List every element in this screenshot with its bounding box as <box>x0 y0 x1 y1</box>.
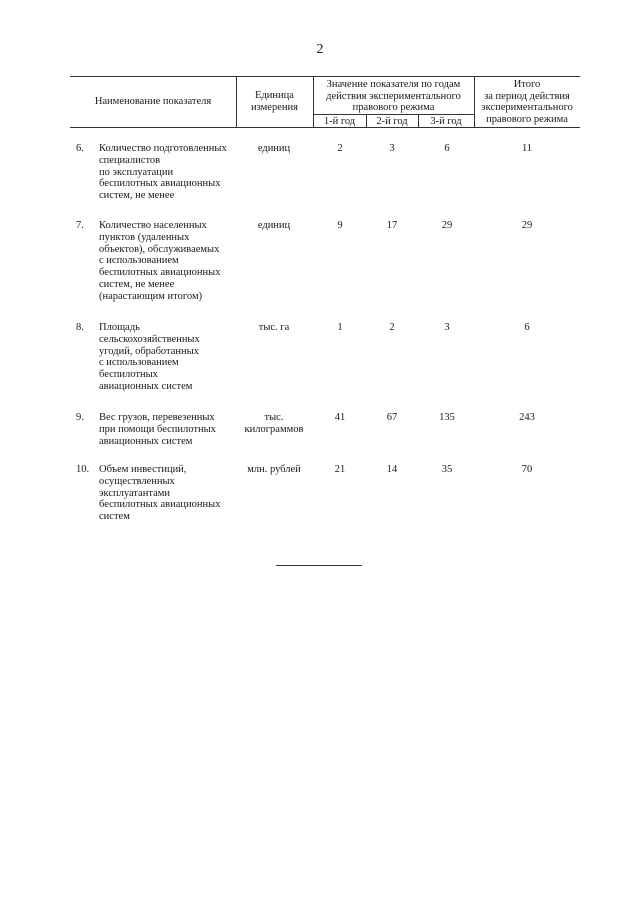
indicator-name-line: специалистов <box>99 154 161 166</box>
value-total: 70 <box>521 464 533 475</box>
value-year-3: 35 <box>441 464 453 475</box>
value-year-2: 17 <box>386 220 398 231</box>
header-total <box>474 79 580 125</box>
indicator-name-line: систем <box>99 511 130 523</box>
indicator-name-line: при помощи беспилотных <box>99 423 216 435</box>
row-number: 9. <box>76 412 84 423</box>
value-total: 6 <box>524 322 530 333</box>
value-year-1: 2 <box>337 143 343 154</box>
header-unit-line: Единица <box>255 90 294 101</box>
years-divider <box>313 114 474 115</box>
indicator-name-line: Количество подготовленных <box>99 143 227 154</box>
end-separator-line <box>276 565 362 566</box>
header-name: Наименование показателя <box>94 96 212 107</box>
value-year-3: 3 <box>444 322 450 333</box>
unit <box>238 220 310 232</box>
indicator-name <box>99 143 237 202</box>
indicator-name-line: угодий, обработанных <box>99 345 199 357</box>
unit-line: единиц <box>257 220 291 231</box>
header-total-line: Итого <box>513 79 541 90</box>
value-year-2: 14 <box>386 464 398 475</box>
indicator-name-line: авиационных систем <box>99 380 193 392</box>
indicator-name-line: (нарастающим итогом) <box>99 290 203 302</box>
header-values-line: правового режима <box>352 102 435 113</box>
indicator-name <box>99 220 237 303</box>
value-year-3: 29 <box>441 220 453 231</box>
header-total-line: за период действия <box>484 90 570 102</box>
indicator-name-line: авиационных систем <box>99 435 193 447</box>
header-values-line: Значение показателя по годам <box>326 79 461 90</box>
unit-line: тыс. га <box>258 322 290 333</box>
value-total: 243 <box>519 412 535 423</box>
indicator-name-line: по эксплуатации <box>99 166 174 178</box>
indicator-name-line: Площадь <box>99 322 140 333</box>
header-year-2: 2-й год <box>376 116 408 127</box>
page-number: 2 <box>316 42 324 57</box>
indicator-name-line: пунктов (удаленных <box>99 231 190 243</box>
unit <box>238 143 310 155</box>
indicator-name-line: систем, не менее <box>99 190 175 202</box>
value-year-1: 21 <box>334 464 346 475</box>
value-year-2: 2 <box>389 322 395 333</box>
header-year-1: 1-й год <box>323 116 356 127</box>
unit-line: килограммов <box>244 423 304 435</box>
indicator-name-line: беспилотных авиационных <box>99 178 221 190</box>
indicator-name-line: эксплуатантами <box>99 487 171 499</box>
header-values <box>313 79 474 114</box>
table-top-border <box>70 76 580 77</box>
unit <box>238 322 310 334</box>
unit-line: млн. рублей <box>247 464 301 475</box>
value-year-3: 135 <box>439 412 455 423</box>
value-year-1: 41 <box>334 412 346 423</box>
row-number: 10. <box>76 464 90 475</box>
indicator-name-line: Вес грузов, перевезенных <box>99 412 215 423</box>
value-year-2: 67 <box>386 412 398 423</box>
row-number: 7. <box>76 220 84 231</box>
value-total: 11 <box>521 143 533 154</box>
header-total-line: правового режима <box>486 113 568 125</box>
indicator-name <box>99 412 237 447</box>
indicator-name-line: осуществленных <box>99 475 175 487</box>
indicator-name-line: Объем инвестиций, <box>99 464 187 475</box>
row-number: 6. <box>76 143 84 154</box>
row-number: 8. <box>76 322 84 333</box>
indicator-name-line: сельскохозяйственных <box>99 333 200 345</box>
unit-line: единиц <box>257 143 291 154</box>
value-year-1: 1 <box>337 322 343 333</box>
header-year-3: 3-й год <box>430 116 462 127</box>
indicator-name-line: беспилотных авиационных <box>99 267 221 279</box>
indicator-name-line: с использованием <box>99 255 179 267</box>
value-year-1: 9 <box>337 220 343 231</box>
header-values-line: действия экспериментального <box>326 90 461 102</box>
value-year-2: 3 <box>389 143 395 154</box>
indicator-name-line: Количество населенных <box>99 220 207 231</box>
indicator-name-line: беспилотных <box>99 369 158 381</box>
header-unit <box>236 90 313 113</box>
indicator-name <box>99 464 237 523</box>
unit <box>238 464 310 476</box>
indicator-name-line: беспилотных авиационных <box>99 499 221 511</box>
value-year-3: 6 <box>444 143 450 154</box>
indicator-name-line: объектов), обслуживаемых <box>99 243 220 255</box>
indicator-name-line: систем, не менее <box>99 278 175 290</box>
unit-line: тыс. <box>264 412 284 423</box>
header-total-line: экспериментального <box>481 102 573 113</box>
header-unit-line: измерения <box>251 101 298 113</box>
value-total: 29 <box>521 220 533 231</box>
unit <box>238 412 310 436</box>
indicator-name <box>99 322 237 393</box>
indicator-name-line: с использованием <box>99 357 179 369</box>
